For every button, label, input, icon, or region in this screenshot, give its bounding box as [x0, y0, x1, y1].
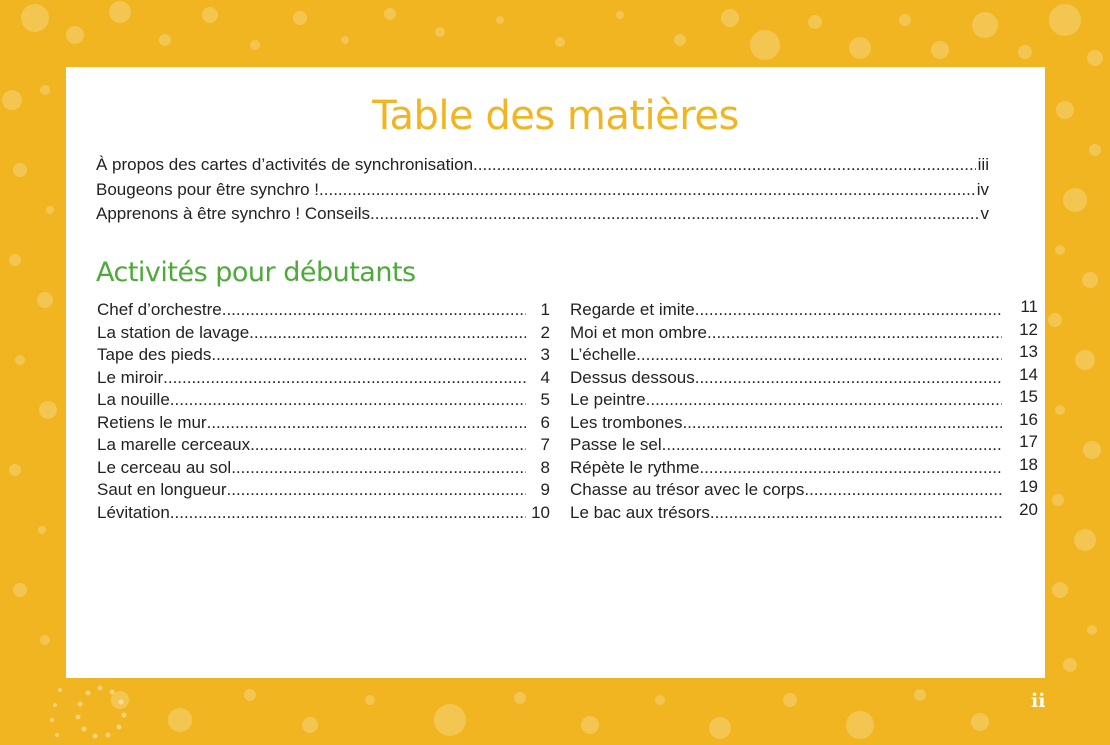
toc-entry[interactable]: [570, 434, 1038, 457]
toc-entry-label: Chef d’orchestre: [97, 300, 222, 319]
toc-entry-page: 7: [540, 435, 550, 454]
toc-entry-page: 18: [1019, 456, 1038, 474]
toc-entry-page: 1: [540, 300, 550, 319]
leader-dots: [163, 367, 526, 390]
toc-entry-page: 10: [531, 502, 550, 522]
toc-entry-label: L’échelle: [570, 345, 637, 364]
page-title: Table des matières: [372, 93, 739, 139]
leader-dots: [370, 202, 978, 227]
toc-entry-page: 11: [1020, 299, 1038, 316]
toc-entry-label: Le peintre: [570, 390, 646, 409]
toc-entry[interactable]: [96, 178, 989, 203]
toc-entry[interactable]: [570, 367, 1038, 390]
toc-entry-page: 20: [1019, 501, 1038, 519]
toc-entry-label: Dessus dessous: [570, 367, 695, 387]
leader-dots: [250, 434, 526, 457]
toc-entry[interactable]: [570, 322, 1038, 345]
toc-entry-page: 19: [1019, 479, 1038, 496]
leader-dots: [707, 322, 1002, 345]
leader-dots: [231, 457, 526, 480]
toc-entry[interactable]: [97, 502, 550, 525]
toc-entry-label: Apprenons à être synchro ! Conseils: [96, 204, 371, 223]
toc-entry-label: Répète le rythme: [570, 457, 700, 477]
toc-entry-page: iii: [977, 155, 989, 174]
leader-dots: [249, 322, 526, 345]
toc-entry[interactable]: [570, 389, 1038, 412]
toc-entry-label: Le miroir: [97, 367, 164, 387]
toc-entry[interactable]: [97, 457, 550, 480]
toc-entry[interactable]: [97, 367, 550, 390]
leader-dots: [211, 344, 526, 367]
leader-dots: [170, 389, 526, 412]
toc-entry[interactable]: [97, 322, 550, 345]
toc-entry-label: La nouille: [97, 390, 170, 409]
toc-entry-label: Saut en longueur: [97, 480, 227, 499]
toc-entry-page: 9: [540, 480, 550, 499]
leader-dots: [207, 412, 526, 435]
toc-entry-label: La marelle cerceaux: [97, 435, 251, 454]
toc-entry[interactable]: [96, 153, 989, 178]
toc-entry-page: 4: [540, 367, 550, 387]
toc-entry-page: 16: [1019, 411, 1038, 429]
toc-entry-label: Chasse au trésor avec le corps: [570, 480, 805, 499]
leader-dots: [662, 434, 1002, 457]
leader-dots: [319, 178, 975, 203]
toc-entry-label: La station de lavage: [97, 322, 250, 342]
leader-dots: [682, 412, 1002, 435]
toc-entry-label: Moi et mon ombre: [570, 322, 707, 342]
toc-entry[interactable]: [570, 344, 1038, 367]
toc-entry-page: 5: [540, 390, 550, 409]
leader-dots: [473, 153, 976, 178]
toc-entry[interactable]: [96, 202, 989, 227]
toc-entry-page: v: [980, 204, 989, 223]
leader-dots: [170, 502, 526, 525]
toc-entry-label: Le bac aux trésors: [570, 502, 710, 522]
toc-entry-page: 13: [1019, 344, 1038, 361]
toc-entry-page: 14: [1019, 366, 1038, 384]
toc-entry[interactable]: [570, 412, 1038, 435]
toc-entry[interactable]: [570, 502, 1038, 525]
toc-entry[interactable]: [97, 479, 550, 502]
leader-dots: [699, 457, 1002, 480]
leader-dots: [222, 299, 526, 322]
toc-entry-label: Bougeons pour être synchro !: [96, 179, 320, 199]
toc-entry[interactable]: [97, 389, 550, 412]
toc-entry-page: 12: [1019, 321, 1038, 339]
toc-entry[interactable]: [570, 479, 1038, 502]
toc-entry[interactable]: [97, 344, 550, 367]
page-number: ii: [1031, 690, 1046, 712]
toc-entry-page: 15: [1019, 389, 1038, 406]
toc-entry-page: iv: [976, 179, 989, 199]
toc-entry-page: 8: [540, 457, 550, 477]
toc-entry-label: À propos des cartes d’activités de synchronisation: [96, 155, 474, 174]
toc-entry-label: Passe le sel: [570, 435, 662, 454]
toc-entry-page: 3: [540, 345, 550, 364]
toc-entry-label: Tape des pieds: [97, 345, 212, 364]
leader-dots: [710, 502, 1002, 525]
leader-dots: [804, 479, 1002, 502]
toc-entry-page: 6: [540, 412, 550, 432]
leader-dots: [646, 389, 1002, 412]
toc-entry[interactable]: [97, 299, 550, 322]
leader-dots: [636, 344, 1002, 367]
toc-entry-page: 17: [1019, 434, 1038, 451]
toc-column-right: [570, 299, 1038, 524]
section-title: Activités pour débutants: [96, 257, 416, 288]
toc-card: [66, 67, 1045, 678]
toc-entry[interactable]: [570, 299, 1038, 322]
toc-entry-label: Les trombones: [570, 412, 683, 432]
leader-dots: [227, 479, 527, 502]
leader-dots: [695, 367, 1002, 390]
toc-entry-label: Regarde et imite: [570, 300, 695, 319]
toc-entry-label: Lévitation: [97, 502, 170, 522]
toc-entry[interactable]: [570, 457, 1038, 480]
toc-column-left: [97, 299, 550, 524]
leader-dots: [695, 299, 1002, 322]
toc-entry-label: Le cerceau au sol: [97, 457, 232, 477]
toc-entry[interactable]: [97, 412, 550, 435]
toc-entry-label: Retiens le mur: [97, 412, 207, 432]
toc-entry-page: 2: [540, 322, 550, 342]
intro-list: [96, 153, 989, 227]
toc-entry[interactable]: [97, 434, 550, 457]
